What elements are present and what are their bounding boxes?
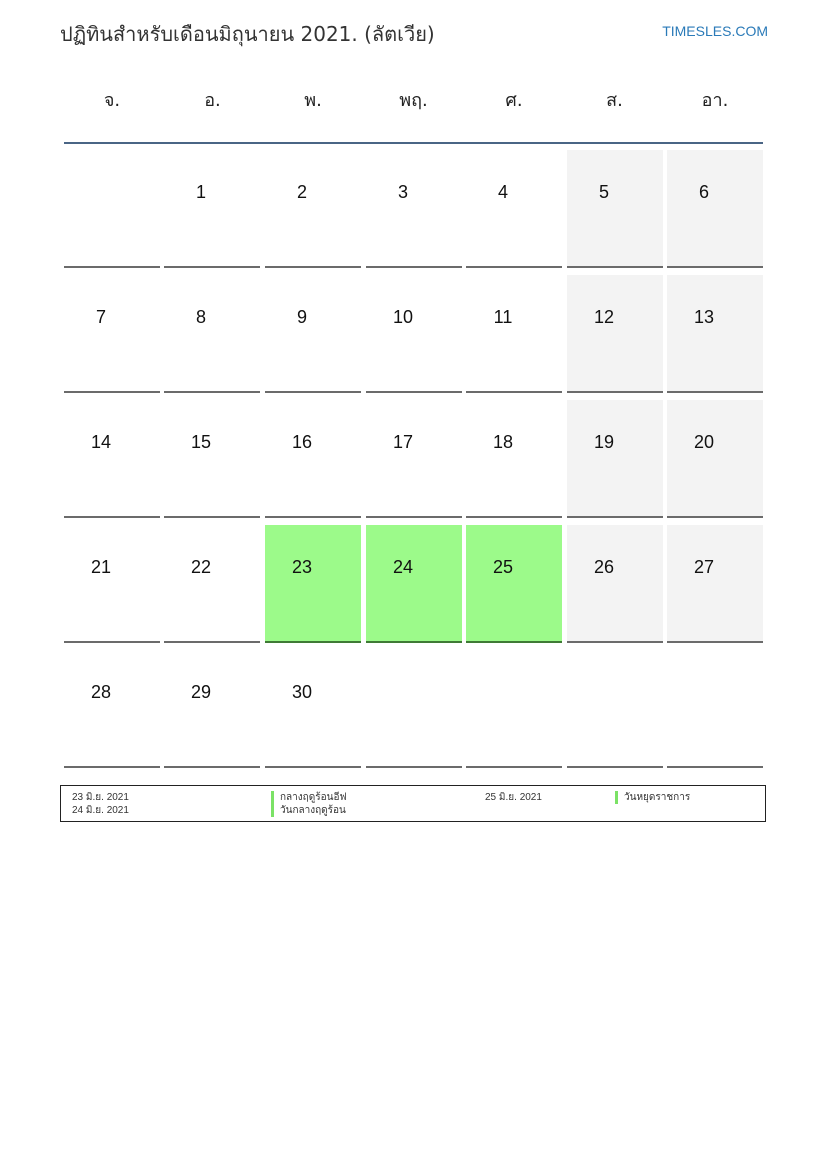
page-title: ปฏิทินสำหรับเดือนมิถุนายน 2021. (ลัตเวีย) (60, 22, 435, 46)
day-number: 2 (296, 182, 307, 202)
day-number: 10 (392, 307, 414, 327)
day-cell-11[interactable] (466, 275, 562, 393)
day-number: 16 (291, 432, 313, 452)
day-cell-23[interactable] (265, 525, 361, 643)
legend-event-1: กลางฤดูร้อนอีฟ (271, 791, 347, 804)
brand-link[interactable]: TIMESLES.COM (662, 23, 768, 39)
day-number: 11 (493, 307, 513, 327)
day-cell-29[interactable] (164, 650, 260, 768)
day-number: 22 (190, 557, 212, 577)
day-number: 28 (90, 682, 112, 702)
weekday-tue: อ. (204, 90, 221, 111)
day-cell-25[interactable] (466, 525, 562, 643)
day-number: 13 (693, 307, 715, 327)
day-cell-10[interactable] (366, 275, 462, 393)
day-number: 17 (392, 432, 414, 452)
day-cell-16[interactable] (265, 400, 361, 518)
empty-cell-w5-fri (466, 650, 562, 768)
day-number: 24 (392, 557, 414, 577)
empty-cell-w5-sat (567, 650, 663, 768)
day-cell-26[interactable] (567, 525, 663, 643)
legend-date-2: 24 มิ.ย. 2021 (72, 805, 129, 816)
day-cell-22[interactable] (164, 525, 260, 643)
empty-cell-w5-sun (667, 650, 763, 768)
day-number: 6 (698, 182, 709, 202)
empty-cell-w1-mon (64, 150, 160, 268)
weekday-fri: ศ. (505, 90, 523, 111)
weekday-thu: พฤ. (399, 90, 428, 111)
weekday-sun: อา. (701, 90, 729, 111)
weekday-header (64, 85, 763, 125)
day-cell-12[interactable] (567, 275, 663, 393)
day-number: 12 (593, 307, 615, 327)
day-number: 18 (492, 432, 514, 452)
holiday-legend (60, 785, 766, 822)
day-cell-27[interactable] (667, 525, 763, 643)
day-number: 15 (190, 432, 212, 452)
day-cell-30[interactable] (265, 650, 361, 768)
weekday-mon: จ. (103, 90, 121, 111)
day-cell-8[interactable] (164, 275, 260, 393)
day-cell-17[interactable] (366, 400, 462, 518)
day-cell-1[interactable] (164, 150, 260, 268)
day-number: 30 (291, 682, 313, 702)
day-cell-21[interactable] (64, 525, 160, 643)
day-cell-18[interactable] (466, 400, 562, 518)
day-number: 9 (296, 307, 307, 327)
legend-event-2: วันกลางฤดูร้อน (271, 804, 346, 817)
day-cell-13[interactable] (667, 275, 763, 393)
day-cell-7[interactable] (64, 275, 160, 393)
header-divider (64, 142, 763, 144)
day-number: 21 (90, 557, 112, 577)
day-cell-6[interactable] (667, 150, 763, 268)
day-number: 25 (492, 557, 514, 577)
empty-cell-w5-thu (366, 650, 462, 768)
day-cell-15[interactable] (164, 400, 260, 518)
weekday-sat: ส. (606, 90, 623, 111)
day-cell-20[interactable] (667, 400, 763, 518)
day-number: 20 (693, 432, 715, 452)
day-number: 26 (593, 557, 615, 577)
day-cell-5[interactable] (567, 150, 663, 268)
day-cell-24[interactable] (366, 525, 462, 643)
day-cell-14[interactable] (64, 400, 160, 518)
day-number: 19 (593, 432, 615, 452)
day-number: 7 (95, 307, 106, 327)
legend-date-3: 25 มิ.ย. 2021 (485, 792, 542, 803)
day-number: 4 (497, 182, 508, 202)
day-number: 14 (90, 432, 112, 452)
legend-date-1: 23 มิ.ย. 2021 (72, 792, 129, 803)
day-cell-28[interactable] (64, 650, 160, 768)
day-number: 5 (598, 182, 609, 202)
day-cell-2[interactable] (265, 150, 361, 268)
weekday-wed: พ. (304, 90, 322, 111)
day-cell-4[interactable] (466, 150, 562, 268)
day-cell-19[interactable] (567, 400, 663, 518)
day-cell-9[interactable] (265, 275, 361, 393)
day-number: 29 (190, 682, 212, 702)
day-cell-3[interactable] (366, 150, 462, 268)
day-number: 1 (195, 182, 206, 202)
day-number: 23 (291, 557, 313, 577)
day-number: 3 (397, 182, 408, 202)
day-number: 27 (693, 557, 715, 577)
day-number: 8 (195, 307, 206, 327)
legend-event-3: วันหยุดราชการ (615, 791, 690, 804)
